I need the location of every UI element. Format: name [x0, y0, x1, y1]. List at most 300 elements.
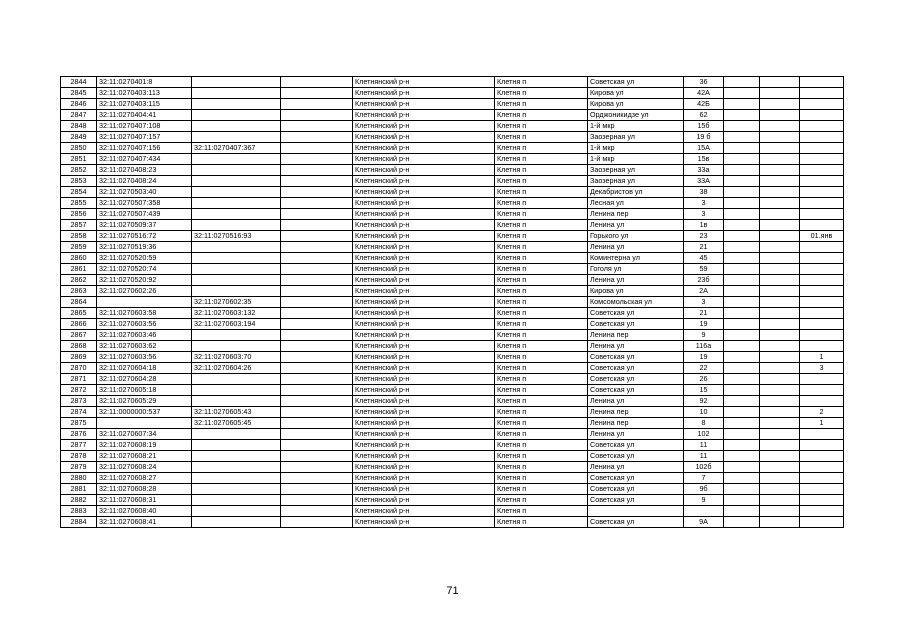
district-cell: Клетнянский р-н [353, 495, 495, 506]
district-cell: Клетнянский р-н [353, 275, 495, 286]
street-cell: Советская ул [588, 308, 684, 319]
district-cell: Клетнянский р-н [353, 407, 495, 418]
table-row [61, 484, 844, 495]
settlement-cell: Клетня п [495, 319, 588, 330]
street-cell: Ленина ул [588, 220, 684, 231]
row-number-cell: 2857 [61, 220, 97, 231]
row-number-cell: 2846 [61, 99, 97, 110]
extra-cell: 3 [800, 363, 844, 374]
second-cadastral-number-cell [192, 440, 281, 451]
district-cell: Клетнянский р-н [353, 330, 495, 341]
empty-cell [281, 385, 353, 396]
second-cadastral-number-cell [192, 473, 281, 484]
extra-cell [760, 341, 800, 352]
street-cell: 1-й мкр [588, 154, 684, 165]
cadastral-number-cell: 32:11:0270603:56 [97, 352, 192, 363]
table-row [61, 352, 844, 363]
extra-cell [800, 132, 844, 143]
house-number-cell: 26 [684, 374, 724, 385]
extra-cell [800, 176, 844, 187]
house-number-cell: 3 [684, 297, 724, 308]
extra-cell [800, 517, 844, 528]
cadastral-number-cell: 32:11:0270608:40 [97, 506, 192, 517]
house-number-cell: 1в [684, 220, 724, 231]
house-number-cell: 7 [684, 473, 724, 484]
street-cell: Ленина пер [588, 209, 684, 220]
district-cell: Клетнянский р-н [353, 77, 495, 88]
empty-cell [281, 473, 353, 484]
second-cadastral-number-cell [192, 209, 281, 220]
second-cadastral-number-cell [192, 99, 281, 110]
table-row [61, 165, 844, 176]
house-number-cell: 19 [684, 352, 724, 363]
extra-cell [760, 154, 800, 165]
house-number-cell: 38 [684, 187, 724, 198]
house-number-cell: 3 [684, 209, 724, 220]
cadastral-number-cell: 32:11:0270408:24 [97, 176, 192, 187]
cadastral-number-cell: 32:11:0270407:156 [97, 143, 192, 154]
table-row [61, 418, 844, 429]
settlement-cell: Клетня п [495, 143, 588, 154]
second-cadastral-number-cell [192, 77, 281, 88]
district-cell: Клетнянский р-н [353, 319, 495, 330]
second-cadastral-number-cell [192, 165, 281, 176]
second-cadastral-number-cell [192, 187, 281, 198]
settlement-cell: Клетня п [495, 484, 588, 495]
empty-cell [281, 407, 353, 418]
second-cadastral-number-cell: 32:11:0270604:26 [192, 363, 281, 374]
extra-cell [724, 374, 760, 385]
extra-cell [724, 418, 760, 429]
row-number-cell: 2867 [61, 330, 97, 341]
house-number-cell: 22 [684, 363, 724, 374]
empty-cell [281, 264, 353, 275]
cadastral-number-cell: 32:11:0270503:40 [97, 187, 192, 198]
row-number-cell: 2848 [61, 121, 97, 132]
street-cell: Заозерная ул [588, 132, 684, 143]
district-cell: Клетнянский р-н [353, 110, 495, 121]
empty-cell [281, 220, 353, 231]
extra-cell [800, 99, 844, 110]
street-cell: Советская ул [588, 319, 684, 330]
table-row [61, 220, 844, 231]
settlement-cell: Клетня п [495, 121, 588, 132]
extra-cell [724, 330, 760, 341]
settlement-cell: Клетня п [495, 418, 588, 429]
row-number-cell: 2883 [61, 506, 97, 517]
table-row [61, 341, 844, 352]
empty-cell [281, 330, 353, 341]
district-cell: Клетнянский р-н [353, 429, 495, 440]
empty-cell [281, 462, 353, 473]
table-row [61, 451, 844, 462]
street-cell: Кирова ул [588, 286, 684, 297]
extra-cell [724, 495, 760, 506]
page-number: 71 [446, 585, 459, 597]
row-number-cell: 2861 [61, 264, 97, 275]
cadastral-number-cell: 32:11:0270520:59 [97, 253, 192, 264]
row-number-cell: 2873 [61, 396, 97, 407]
extra-cell [760, 242, 800, 253]
table-row [61, 330, 844, 341]
second-cadastral-number-cell [192, 374, 281, 385]
extra-cell [800, 143, 844, 154]
cadastral-number-cell: 32:11:0270404:41 [97, 110, 192, 121]
empty-cell [281, 396, 353, 407]
table-row [61, 407, 844, 418]
extra-cell [760, 418, 800, 429]
district-cell: Клетнянский р-н [353, 99, 495, 110]
house-number-cell: 42Б [684, 99, 724, 110]
extra-cell [760, 297, 800, 308]
row-number-cell: 2877 [61, 440, 97, 451]
table-row [61, 473, 844, 484]
extra-cell [760, 308, 800, 319]
cadastral-number-cell: 32:11:0270408:23 [97, 165, 192, 176]
cadastral-number-cell: 32:11:0270516:72 [97, 231, 192, 242]
empty-cell [281, 198, 353, 209]
empty-cell [281, 495, 353, 506]
empty-cell [281, 77, 353, 88]
empty-cell [281, 209, 353, 220]
row-number-cell: 2858 [61, 231, 97, 242]
extra-cell [724, 88, 760, 99]
row-number-cell: 2864 [61, 297, 97, 308]
house-number-cell: 19 б [684, 132, 724, 143]
extra-cell [800, 297, 844, 308]
second-cadastral-number-cell [192, 253, 281, 264]
street-cell: Орджоникидзе ул [588, 110, 684, 121]
extra-cell [724, 308, 760, 319]
street-cell: Ленина ул [588, 242, 684, 253]
house-number-cell: 23б [684, 275, 724, 286]
row-number-cell: 2852 [61, 165, 97, 176]
street-cell: Советская ул [588, 363, 684, 374]
table-row [61, 297, 844, 308]
extra-cell [800, 374, 844, 385]
settlement-cell: Клетня п [495, 209, 588, 220]
extra-cell [760, 396, 800, 407]
row-number-cell: 2866 [61, 319, 97, 330]
second-cadastral-number-cell [192, 495, 281, 506]
row-number-cell: 2882 [61, 495, 97, 506]
extra-cell [724, 363, 760, 374]
extra-cell [800, 484, 844, 495]
house-number-cell: 33А [684, 176, 724, 187]
district-cell: Клетнянский р-н [353, 209, 495, 220]
extra-cell [724, 165, 760, 176]
district-cell: Клетнянский р-н [353, 517, 495, 528]
district-cell: Клетнянский р-н [353, 242, 495, 253]
cadastral-number-cell [97, 297, 192, 308]
settlement-cell: Клетня п [495, 385, 588, 396]
house-number-cell: 8 [684, 418, 724, 429]
empty-cell [281, 286, 353, 297]
table-row [61, 264, 844, 275]
house-number-cell: 9 [684, 495, 724, 506]
table-row [61, 319, 844, 330]
settlement-cell: Клетня п [495, 231, 588, 242]
empty-cell [281, 99, 353, 110]
house-number-cell: 11 [684, 451, 724, 462]
extra-cell [800, 330, 844, 341]
house-number-cell: 62 [684, 110, 724, 121]
street-cell: Советская ул [588, 495, 684, 506]
second-cadastral-number-cell: 32:11:0270605:45 [192, 418, 281, 429]
second-cadastral-number-cell [192, 88, 281, 99]
empty-cell [281, 297, 353, 308]
extra-cell [724, 121, 760, 132]
cadastral-number-cell: 32:11:0270507:358 [97, 198, 192, 209]
table-row [61, 121, 844, 132]
table-row [61, 154, 844, 165]
house-number-cell: 9А [684, 517, 724, 528]
table-row [61, 143, 844, 154]
second-cadastral-number-cell [192, 330, 281, 341]
second-cadastral-number-cell [192, 451, 281, 462]
table-row [61, 440, 844, 451]
extra-cell [724, 253, 760, 264]
extra-cell [800, 385, 844, 396]
settlement-cell: Клетня п [495, 99, 588, 110]
cadastral-number-cell: 32:11:0270407:108 [97, 121, 192, 132]
street-cell: Ленина пер [588, 418, 684, 429]
extra-cell [760, 143, 800, 154]
district-cell: Клетнянский р-н [353, 297, 495, 308]
extra-cell [724, 220, 760, 231]
extra-cell [724, 77, 760, 88]
extra-cell [724, 429, 760, 440]
empty-cell [281, 374, 353, 385]
extra-cell [800, 209, 844, 220]
street-cell: Советская ул [588, 517, 684, 528]
row-number-cell: 2865 [61, 308, 97, 319]
second-cadastral-number-cell [192, 132, 281, 143]
cadastral-number-cell: 32:11:0270602:26 [97, 286, 192, 297]
extra-cell [800, 462, 844, 473]
extra-cell [800, 440, 844, 451]
cadastral-number-cell: 32:11:0270608:24 [97, 462, 192, 473]
second-cadastral-number-cell: 32:11:0270516:93 [192, 231, 281, 242]
empty-cell [281, 429, 353, 440]
extra-cell [724, 407, 760, 418]
house-number-cell: 21 [684, 308, 724, 319]
settlement-cell: Клетня п [495, 253, 588, 264]
extra-cell [760, 374, 800, 385]
settlement-cell: Клетня п [495, 176, 588, 187]
extra-cell [800, 77, 844, 88]
extra-cell [724, 385, 760, 396]
extra-cell [760, 176, 800, 187]
row-number-cell: 2874 [61, 407, 97, 418]
extra-cell [724, 506, 760, 517]
settlement-cell: Клетня п [495, 110, 588, 121]
district-cell: Клетнянский р-н [353, 473, 495, 484]
district-cell: Клетнянский р-н [353, 264, 495, 275]
table-row [61, 374, 844, 385]
second-cadastral-number-cell [192, 429, 281, 440]
cadastral-number-cell: 32:11:0270605:18 [97, 385, 192, 396]
extra-cell [760, 110, 800, 121]
empty-cell [281, 154, 353, 165]
row-number-cell: 2859 [61, 242, 97, 253]
extra-cell [760, 319, 800, 330]
settlement-cell: Клетня п [495, 187, 588, 198]
row-number-cell: 2879 [61, 462, 97, 473]
settlement-cell: Клетня п [495, 473, 588, 484]
house-number-cell: 92 [684, 396, 724, 407]
house-number-cell: 33а [684, 165, 724, 176]
cadastral-number-cell: 32:11:0270604:18 [97, 363, 192, 374]
extra-cell [760, 286, 800, 297]
extra-cell [760, 352, 800, 363]
settlement-cell: Клетня п [495, 407, 588, 418]
cadastral-number-cell: 32:11:0270407:157 [97, 132, 192, 143]
row-number-cell: 2844 [61, 77, 97, 88]
house-number-cell: 9б [684, 484, 724, 495]
district-cell: Клетнянский р-н [353, 506, 495, 517]
empty-cell [281, 132, 353, 143]
extra-cell [724, 462, 760, 473]
cadastral-number-cell: 32:11:0270603:58 [97, 308, 192, 319]
district-cell: Клетнянский р-н [353, 396, 495, 407]
empty-cell [281, 110, 353, 121]
empty-cell [281, 451, 353, 462]
table-row [61, 209, 844, 220]
table-row [61, 286, 844, 297]
extra-cell [760, 385, 800, 396]
house-number-cell: 102 [684, 429, 724, 440]
settlement-cell: Клетня п [495, 88, 588, 99]
extra-cell [800, 495, 844, 506]
cadastral-number-cell: 32:11:0270605:29 [97, 396, 192, 407]
district-cell: Клетнянский р-н [353, 231, 495, 242]
row-number-cell: 2884 [61, 517, 97, 528]
street-cell: Ленина ул [588, 462, 684, 473]
extra-cell [800, 187, 844, 198]
extra-cell: 1 [800, 418, 844, 429]
second-cadastral-number-cell [192, 484, 281, 495]
street-cell: Гоголя ул [588, 264, 684, 275]
address-table [60, 76, 844, 528]
extra-cell [724, 154, 760, 165]
settlement-cell: Клетня п [495, 374, 588, 385]
street-cell: Ленина ул [588, 341, 684, 352]
cadastral-number-cell: 32:11:0270520:74 [97, 264, 192, 275]
extra-cell [800, 220, 844, 231]
row-number-cell: 2863 [61, 286, 97, 297]
cadastral-number-cell: 32:11:0270401:8 [97, 77, 192, 88]
settlement-cell: Клетня п [495, 517, 588, 528]
second-cadastral-number-cell [192, 110, 281, 121]
district-cell: Клетнянский р-н [353, 440, 495, 451]
cadastral-number-cell: 32:11:0000000:537 [97, 407, 192, 418]
extra-cell [724, 352, 760, 363]
empty-cell [281, 352, 353, 363]
district-cell: Клетнянский р-н [353, 484, 495, 495]
second-cadastral-number-cell [192, 286, 281, 297]
extra-cell [800, 308, 844, 319]
extra-cell [800, 473, 844, 484]
row-number-cell: 2854 [61, 187, 97, 198]
table-row [61, 110, 844, 121]
table-row [61, 308, 844, 319]
table-row [61, 176, 844, 187]
extra-cell [724, 517, 760, 528]
extra-cell [760, 209, 800, 220]
extra-cell [724, 297, 760, 308]
extra-cell [760, 187, 800, 198]
extra-cell [724, 396, 760, 407]
street-cell: Декабристов ул [588, 187, 684, 198]
street-cell: 1-й мкр [588, 143, 684, 154]
empty-cell [281, 506, 353, 517]
second-cadastral-number-cell [192, 341, 281, 352]
row-number-cell: 2855 [61, 198, 97, 209]
district-cell: Клетнянский р-н [353, 308, 495, 319]
empty-cell [281, 275, 353, 286]
extra-cell [800, 110, 844, 121]
district-cell: Клетнянский р-н [353, 374, 495, 385]
house-number-cell: 42А [684, 88, 724, 99]
second-cadastral-number-cell [192, 198, 281, 209]
street-cell: Советская ул [588, 352, 684, 363]
extra-cell [760, 484, 800, 495]
extra-cell: 2 [800, 407, 844, 418]
row-number-cell: 2876 [61, 429, 97, 440]
cadastral-number-cell: 32:11:0270608:41 [97, 517, 192, 528]
extra-cell [760, 517, 800, 528]
street-cell: Горького ул [588, 231, 684, 242]
second-cadastral-number-cell [192, 264, 281, 275]
extra-cell [724, 187, 760, 198]
extra-cell [724, 198, 760, 209]
cadastral-number-cell: 32:11:0270603:46 [97, 330, 192, 341]
row-number-cell: 2845 [61, 88, 97, 99]
extra-cell [760, 330, 800, 341]
street-cell: Ленина ул [588, 275, 684, 286]
extra-cell [724, 132, 760, 143]
table-row [61, 132, 844, 143]
district-cell: Клетнянский р-н [353, 385, 495, 396]
extra-cell [724, 231, 760, 242]
second-cadastral-number-cell: 32:11:0270605:43 [192, 407, 281, 418]
district-cell: Клетнянский р-н [353, 88, 495, 99]
table-row [61, 385, 844, 396]
extra-cell [724, 99, 760, 110]
second-cadastral-number-cell [192, 176, 281, 187]
cadastral-number-cell: 32:11:0270607:34 [97, 429, 192, 440]
empty-cell [281, 363, 353, 374]
extra-cell [760, 429, 800, 440]
house-number-cell: 36 [684, 77, 724, 88]
extra-cell [800, 451, 844, 462]
extra-cell [800, 165, 844, 176]
cadastral-number-cell: 32:11:0270407:434 [97, 154, 192, 165]
settlement-cell: Клетня п [495, 165, 588, 176]
second-cadastral-number-cell [192, 242, 281, 253]
settlement-cell: Клетня п [495, 264, 588, 275]
row-number-cell: 2871 [61, 374, 97, 385]
house-number-cell: 2А [684, 286, 724, 297]
extra-cell [724, 110, 760, 121]
extra-cell [760, 165, 800, 176]
extra-cell [724, 264, 760, 275]
extra-cell [760, 198, 800, 209]
table-row [61, 506, 844, 517]
settlement-cell: Клетня п [495, 462, 588, 473]
second-cadastral-number-cell: 32:11:0270603:132 [192, 308, 281, 319]
